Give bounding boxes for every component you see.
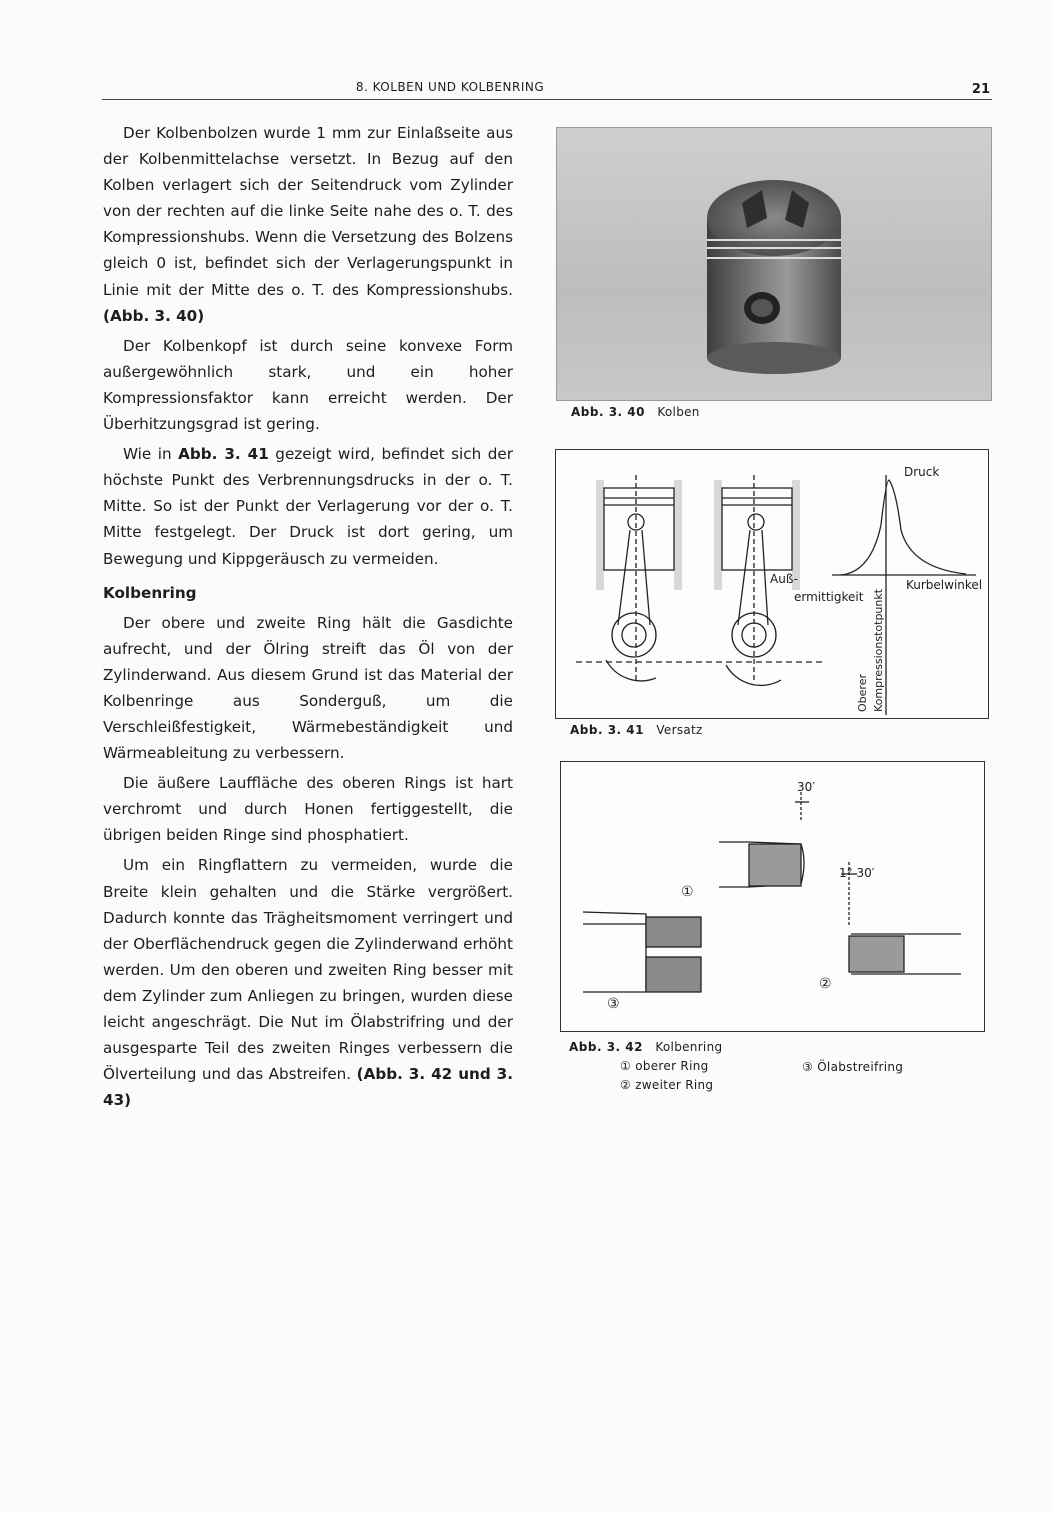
text-column: [103, 120, 513, 1113]
ring-diagram: [560, 761, 985, 1032]
label-kompressionstotpunkt: Kompressionstotpunkt: [872, 588, 885, 712]
page-number: 21: [971, 82, 990, 97]
header-rule: [102, 99, 992, 100]
figure-caption-3-40: [571, 405, 700, 419]
figure-number: Abb. 3. 42: [569, 1040, 643, 1054]
offset-diagram: [555, 449, 989, 719]
paragraph-kolbenkopf: Der Kolbenkopf ist durch seine konvexe Form außergewöhnlich stark, und ein hoher Kompressionsfaktor kann erreicht werden. Der Überhitzungsgrad ist gering.: [103, 336, 513, 434]
piston-ring-drawing: [561, 762, 984, 1031]
marker-1: ①: [681, 884, 694, 900]
running-header: 8. KOLBEN UND KOLBENRING: [355, 80, 545, 94]
legend-text: zweiter Ring: [635, 1078, 714, 1092]
legend-item-3: [802, 1060, 903, 1074]
paragraph-text: Um ein Ringflattern zu vermeiden, wurde die Breite klein gehalten und die Stärke vergrößert. Dadurch konnte das Trägheitsmoment verringert und der Oberflächendruck gegen die Zylinderwand erhöht werden. Um den oberen und zweiten Ring besser mit dem Zylinder zum Anliegen zu bringen, wurden diese leicht angeschrägt. Die Nut im Ölabstrifring und der ausgesparte Teil des zweiten Ringes verbessern die Ölverteilung und das Abstreifen.: [103, 856, 513, 1084]
marker-2: ②: [819, 976, 832, 992]
figure-reference: (Abb. 3. 42 und 3. 43): [103, 1065, 513, 1110]
label-druck: Druck: [904, 465, 940, 479]
figure-number: Abb. 3. 41: [570, 723, 644, 737]
figure-title: Kolbenring: [655, 1040, 723, 1054]
paragraph-text: gezeigt wird, befindet sich der höchste Punkt des Verbrennungsdrucks in der o. T. Mitte. So ist der Punkt der Verlagerung vor der o. T. Mitte festgelegt. Der Druck ist dort gering, um Bewegung und Kippgeräusch zu vermeiden.: [103, 445, 513, 568]
figure-number: Abb. 3. 40: [571, 405, 645, 419]
legend-mark: ③: [802, 1060, 814, 1074]
figure-caption-3-41: [570, 723, 703, 737]
legend-text: oberer Ring: [635, 1059, 709, 1073]
piston-icon: [557, 128, 991, 400]
legend-item-2: [620, 1078, 713, 1092]
marker-3: ③: [607, 996, 620, 1012]
label-kurbelwinkel: Kurbelwinkel: [906, 578, 983, 592]
paragraph-ringe: Der obere und zweite Ring hält die Gasdichte aufrecht, und der Ölring streift das Öl von der Zylinderwand. Aus diesem Grund ist das Material der Kolbenringe aus Sonderguß, um die Verschleißfestigkeit, Wärmebeständigkeit und Wärmeableitung zu verbessern.: [103, 613, 513, 763]
figure-reference: (Abb. 3. 40): [103, 306, 205, 325]
paragraph-text: Wie in: [123, 445, 179, 464]
paragraph-text: Der Kolbenbolzen wurde 1 mm zur Einlaßseite aus der Kolbenmittelachse versetzt. In Bezug auf den Kolben verlagert sich der Seitendruck vom Zylinder von der rechten auf die linke Seite nahe des o. T. des Kompressionshubs. Wenn die Versetzung des Bolzens gleich 0 ist, befindet sich der Verlagerungspunkt in Linie mit der Mitte des o. T. des Kompressionshubs.: [103, 124, 513, 299]
figure-reference: Abb. 3. 41: [178, 445, 269, 464]
legend-mark: ①: [620, 1059, 632, 1073]
angle-label-second: 1° 30′: [839, 866, 875, 880]
label-aussermittigkeit-2: ermittigkeit: [794, 590, 864, 604]
section-heading: Kolbenring: [103, 583, 197, 602]
paragraph-lauffläche: Die äußere Lauffläche des oberen Rings ist hart verchromt und durch Honen fertiggestellt, die übrigen beiden Ringe sind phosphatiert.: [103, 774, 513, 845]
piston-photo: [556, 127, 992, 401]
label-oberer: Oberer: [856, 674, 869, 712]
angle-label-top: 30′: [797, 780, 815, 794]
label-aussermittigkeit-1: Auß-: [770, 572, 798, 586]
figure-title: Kolben: [657, 405, 700, 419]
legend-mark: ②: [620, 1078, 632, 1092]
figure-title: Versatz: [656, 723, 703, 737]
legend-text: Ölabstreifring: [817, 1060, 904, 1074]
paragraph-kolbenbolzen: [103, 120, 513, 329]
paragraph-verbrennungsdruck: [103, 441, 513, 571]
legend-item-1: [620, 1059, 709, 1073]
paragraph-ringflattern: [103, 852, 513, 1113]
figure-caption-3-42: [569, 1040, 722, 1054]
